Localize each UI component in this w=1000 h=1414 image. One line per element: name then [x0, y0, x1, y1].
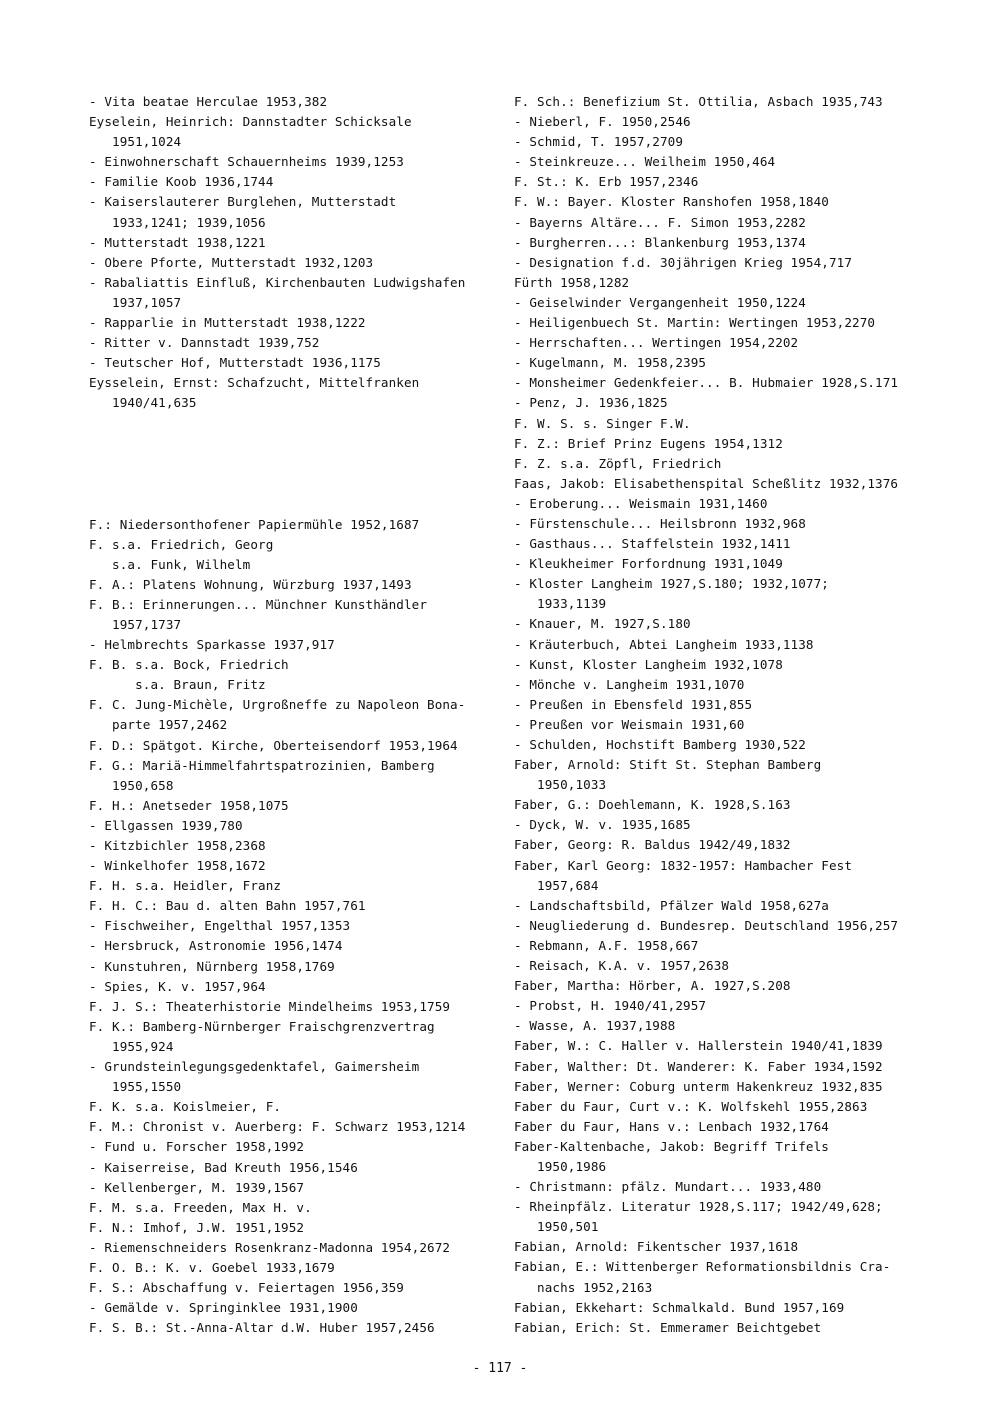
index-entry-line: F. H. s.a. Heidler, Franz [89, 878, 282, 894]
index-entry-line: F. N.: Imhof, J.W. 1951,1952 [89, 1219, 305, 1235]
index-entry-line: F. O. B.: K. v. Goebel 1933,1679 [89, 1259, 335, 1275]
index-entry-line: 1950,1986 [514, 1158, 607, 1174]
index-entry-line: F. M.: Chronist v. Auerberg: F. Schwarz 1953,1214 [89, 1119, 466, 1135]
index-entry-line: Eyselein, Heinrich: Dannstadter Schicksale [89, 114, 412, 130]
index-entry-line: - Landschaftsbild, Pfälzer Wald 1958,627a [514, 897, 829, 913]
index-entry-line: - Winkelhofer 1958,1672 [89, 858, 266, 874]
index-entry-line: - Hersbruck, Astronomie 1956,1474 [89, 938, 343, 954]
index-entry-line: F. K.: Bamberg-Nürnberger Fraischgrenzvertrag [89, 1018, 435, 1034]
index-entry-line: - Kaiserreise, Bad Kreuth 1956,1546 [89, 1159, 358, 1175]
left-column-top-entries [89, 92, 509, 414]
index-entry-line: - Spies, K. v. 1957,964 [89, 978, 266, 994]
index-entry-line: F. S. B.: St.-Anna-Altar d.W. Huber 1957,2456 [89, 1320, 435, 1336]
index-entry-line: 1933,1139 [514, 596, 607, 612]
index-entry-line: - Kitzbichler 1958,2368 [89, 838, 266, 853]
index-entry-line: F. K. s.a. Koislmeier, F. [89, 1099, 282, 1115]
index-entry-line: - Rabaliattis Einfluß, Kirchenbauten Ludwigshafen [89, 274, 466, 290]
index-entry-line: F. St.: K. Erb 1957,2346 [514, 174, 699, 190]
index-entry-line: Faber, Georg: R. Baldus 1942/49,1832 [514, 837, 791, 853]
index-entry-line: F. D.: Spätgot. Kirche, Oberteisendorf 1953,1964 [89, 737, 458, 753]
index-entry-line: - Preußen in Ebensfeld 1931,855 [514, 696, 753, 712]
index-entry-line: - Eroberung... Weismain 1931,1460 [514, 495, 768, 511]
index-entry-line: Faber, Walther: Dt. Wanderer: K. Faber 1934,1592 [514, 1058, 883, 1074]
index-entry-line: Faber-Kaltenbache, Jakob: Begriff Trifels [514, 1138, 829, 1154]
index-entry-line: 1951,1024 [89, 134, 182, 150]
index-entry-line: Fabian, E.: Wittenberger Reformationsbildnis Cra- [514, 1259, 891, 1275]
right-column-entries [514, 92, 954, 1338]
left-column [89, 92, 509, 1338]
index-entry-line: F. A.: Platens Wohnung, Würzburg 1937,1493 [89, 576, 412, 592]
section-gap [89, 414, 509, 515]
index-entry-line: - Teutscher Hof, Mutterstadt 1936,1175 [89, 355, 381, 371]
index-entry-line: - Herrschaften... Wertingen 1954,2202 [514, 335, 799, 351]
index-entry-line: - Preußen vor Weismain 1931,60 [514, 716, 745, 732]
index-entry-line: F. H. C.: Bau d. alten Bahn 1957,761 [89, 898, 366, 914]
index-entry-line: Faber, Arnold: Stift St. Stephan Bamberg [514, 757, 822, 773]
index-entry-line: Fabian, Arnold: Fikentscher 1937,1618 [514, 1239, 799, 1255]
index-entry-line: F. G.: Mariä-Himmelfahrtspatrozinien, Bamberg [89, 757, 435, 773]
index-entry-line: 1950,501 [514, 1219, 599, 1235]
index-entry-line: - Nieberl, F. 1950,2546 [514, 114, 691, 130]
index-entry-line: Faber, Werner: Coburg unterm Hakenkreuz 1932,835 [514, 1078, 883, 1094]
index-entry-line: 1950,1033 [514, 777, 607, 793]
index-entry-line: F. W. S. s. Singer F.W. [514, 415, 691, 431]
index-entry-line: - Kleukheimer Forfordnung 1931,1049 [514, 556, 783, 572]
index-entry-line: - Dyck, W. v. 1935,1685 [514, 817, 691, 833]
index-entry-line: - Wasse, A. 1937,1988 [514, 1018, 676, 1034]
index-entry-line: - Monsheimer Gedenkfeier... B. Hubmaier 1928,S.171 [514, 375, 899, 391]
index-entry-line: - Neugliederung d. Bundesrep. Deutschland 1956,257 [514, 917, 899, 933]
index-entry-line: F. W.: Bayer. Kloster Ranshofen 1958,1840 [514, 194, 829, 210]
index-entry-line: - Mönche v. Langheim 1931,1070 [514, 676, 745, 692]
index-entry-line: Faber du Faur, Hans v.: Lenbach 1932,1764 [514, 1118, 829, 1134]
index-entry-line: Faber, Karl Georg: 1832-1957: Hambacher Fest [514, 857, 853, 873]
index-entry-line: F. Z.: Brief Prinz Eugens 1954,1312 [514, 435, 783, 451]
index-entry-line: - Kunstuhren, Nürnberg 1958,1769 [89, 958, 335, 974]
index-entry-line: - Kellenberger, M. 1939,1567 [89, 1179, 305, 1195]
index-entry-line: Fabian, Erich: St. Emmeramer Beichtgebet [514, 1319, 822, 1335]
index-entry-line: Faas, Jakob: Elisabethenspital Scheßlitz 1932,1376 [514, 475, 899, 491]
index-entry-line: 1955,1550 [89, 1079, 182, 1095]
index-entry-line: 1940/41,635 [89, 395, 197, 411]
index-entry-line: Faber du Faur, Curt v.: K. Wolfskehl 1955,2863 [514, 1098, 868, 1114]
index-entry-line: - Knauer, M. 1927,S.180 [514, 616, 691, 632]
index-entry-line: - Designation f.d. 30jährigen Krieg 1954,717 [514, 254, 853, 270]
index-entry-line: - Einwohnerschaft Schauernheims 1939,1253 [89, 154, 404, 170]
index-entry-line: - Schulden, Hochstift Bamberg 1930,522 [514, 737, 806, 752]
index-entry-line: - Mutterstadt 1938,1221 [89, 234, 266, 250]
right-column [514, 92, 954, 1338]
index-entry-line: - Grundsteinlegungsgedenktafel, Gaimersheim [89, 1059, 420, 1075]
index-entry-line: Eysselein, Ernst: Schafzucht, Mittelfranken [89, 375, 420, 391]
index-entry-line: F. S.: Abschaffung v. Feiertagen 1956,359 [89, 1280, 404, 1296]
index-entry-line: - Schmid, T. 1957,2709 [514, 134, 684, 150]
index-entry-line: - Christmann: pfälz. Mundart... 1933,480 [514, 1179, 822, 1195]
index-entry-line: parte 1957,2462 [89, 717, 228, 733]
index-entry-line: Fabian, Ekkehart: Schmalkald. Bund 1957,169 [514, 1299, 845, 1315]
index-entry-line: F.: Niedersonthofener Papiermühle 1952,1687 [89, 516, 420, 532]
index-entry-line: - Helmbrechts Sparkasse 1937,917 [89, 637, 335, 653]
index-entry-line: - Geiselwinder Vergangenheit 1950,1224 [514, 294, 806, 310]
index-entry-line: - Penz, J. 1936,1825 [514, 395, 668, 411]
index-entry-line: - Fund u. Forscher 1958,1992 [89, 1139, 305, 1155]
index-entry-line: F. s.a. Friedrich, Georg [89, 536, 274, 552]
index-entry-line: - Familie Koob 1936,1744 [89, 174, 274, 190]
index-entry-line: - Kunst, Kloster Langheim 1932,1078 [514, 656, 783, 672]
index-entry-line: - Heiligenbuech St. Martin: Wertingen 1953,2270 [514, 315, 876, 331]
index-entry-line: Faber, W.: C. Haller v. Hallerstein 1940/41,1839 [514, 1038, 883, 1054]
index-entry-line: nachs 1952,2163 [514, 1279, 653, 1295]
index-entry-line: F. B. s.a. Bock, Friedrich [89, 657, 289, 673]
index-entry-line: 1933,1241; 1939,1056 [89, 214, 266, 230]
index-entry-line: 1955,924 [89, 1038, 174, 1054]
index-entry-line: s.a. Funk, Wilhelm [89, 556, 251, 572]
index-entry-line: F. C. Jung-Michèle, Urgroßneffe zu Napoleon Bona- [89, 697, 466, 713]
index-entry-line: - Fischweiher, Engelthal 1957,1353 [89, 918, 351, 934]
index-entry-line: 1957,684 [514, 877, 599, 893]
index-entry-line: 1957,1737 [89, 616, 182, 632]
index-entry-line: - Reisach, K.A. v. 1957,2638 [514, 958, 730, 974]
index-entry-line: F. J. S.: Theaterhistorie Mindelheims 1953,1759 [89, 998, 451, 1014]
index-entry-line: - Gemälde v. Springinklee 1931,1900 [89, 1300, 358, 1316]
index-entry-line: - Steinkreuze... Weilheim 1950,464 [514, 154, 776, 170]
index-entry-line: F. Z. s.a. Zöpfl, Friedrich [514, 455, 722, 471]
index-entry-line: Faber, Martha: Hörber, A. 1927,S.208 [514, 978, 791, 994]
index-entry-line: F. B.: Erinnerungen... Münchner Kunsthändler [89, 596, 428, 612]
index-entry-line: - Rheinpfälz. Literatur 1928,S.117; 1942/49,628; [514, 1199, 883, 1215]
index-entry-line: F. H.: Anetseder 1958,1075 [89, 797, 289, 813]
index-entry-line: F. M. s.a. Freeden, Max H. v. [89, 1199, 312, 1215]
index-entry-line: - Kräuterbuch, Abtei Langheim 1933,1138 [514, 636, 814, 652]
index-entry-line: - Gasthaus... Staffelstein 1932,1411 [514, 536, 791, 552]
index-entry-line: - Obere Pforte, Mutterstadt 1932,1203 [89, 254, 374, 270]
index-entry-line: 1950,658 [89, 777, 174, 793]
index-entry-line: Fürth 1958,1282 [514, 274, 630, 290]
index-entry-line: - Burgherren...: Blankenburg 1953,1374 [514, 234, 806, 250]
index-entry-line: - Kugelmann, M. 1958,2395 [514, 355, 707, 371]
index-entry-line: - Riemenschneiders Rosenkranz-Madonna 1954,2672 [89, 1239, 451, 1255]
index-entry-line: - Rapparlie in Mutterstadt 1938,1222 [89, 315, 366, 331]
left-column-bottom-entries [89, 515, 509, 1339]
index-entry-line: - Fürstenschule... Heilsbronn 1932,968 [514, 515, 806, 531]
index-entry-line: 1937,1057 [89, 294, 182, 310]
index-entry-line: - Vita beatae Herculae 1953,382 [89, 94, 328, 109]
page-number: - 117 - [472, 1361, 528, 1376]
index-entry-line: - Ritter v. Dannstadt 1939,752 [89, 335, 320, 351]
index-entry-line: - Ellgassen 1939,780 [89, 817, 243, 833]
index-entry-line: - Probst, H. 1940/41,2957 [514, 998, 707, 1014]
index-entry-line: - Rebmann, A.F. 1958,667 [514, 937, 699, 953]
index-entry-line: - Kaiserslauterer Burglehen, Mutterstadt [89, 194, 397, 210]
index-entry-line: - Bayerns Altäre... F. Simon 1953,2282 [514, 214, 806, 230]
index-entry-line: s.a. Braun, Fritz [89, 677, 266, 693]
index-entry-line: F. Sch.: Benefizium St. Ottilia, Asbach 1935,743 [514, 94, 883, 109]
index-entry-line: - Kloster Langheim 1927,S.180; 1932,1077; [514, 576, 829, 592]
index-entry-line: Faber, G.: Doehlemann, K. 1928,S.163 [514, 797, 791, 813]
